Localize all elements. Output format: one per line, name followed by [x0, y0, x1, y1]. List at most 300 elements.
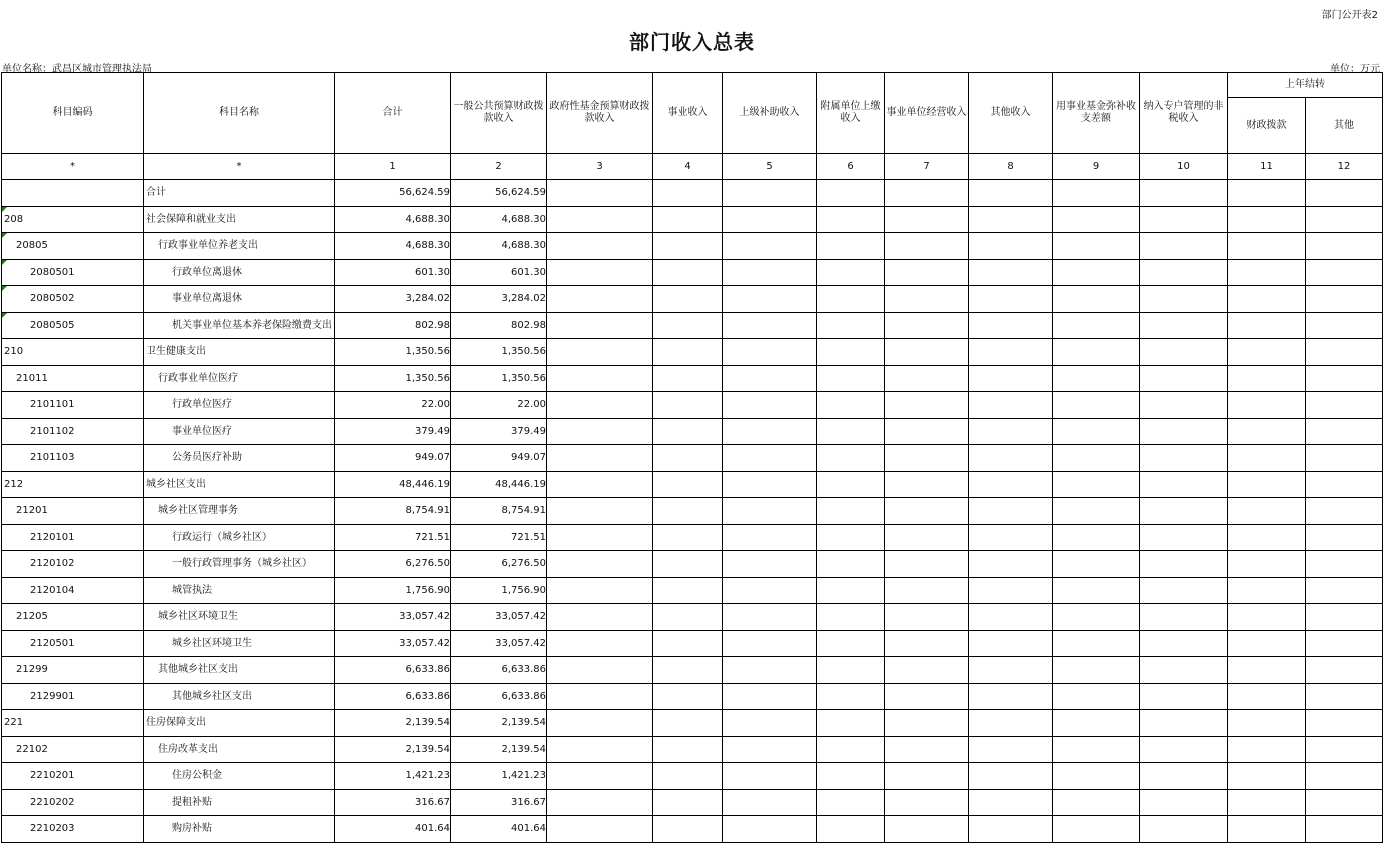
empty-amount-cell — [1053, 418, 1140, 445]
empty-amount-cell — [1140, 763, 1228, 790]
subject-name-text: 卫生健康支出 — [146, 346, 206, 358]
subject-name-cell — [144, 233, 335, 260]
empty-amount-cell — [547, 710, 653, 737]
table-row — [2, 365, 1383, 392]
empty-amount-cell — [653, 551, 723, 578]
empty-amount-cell — [653, 365, 723, 392]
header-code: 科目编码 — [2, 73, 144, 154]
table-row — [2, 418, 1383, 445]
cell-marker-icon — [2, 313, 7, 318]
empty-amount-cell — [1306, 259, 1383, 286]
subject-name-cell — [144, 365, 335, 392]
column-index-cell: * — [2, 154, 144, 180]
general-budget-amount-cell: 56,624.59 — [451, 180, 547, 207]
subject-code-text: 212 — [4, 478, 24, 490]
empty-amount-cell — [1140, 206, 1228, 233]
general-budget-amount-cell: 3,284.02 — [451, 286, 547, 313]
subject-name-text: 行政事业单位医疗 — [158, 372, 238, 384]
subject-code-cell — [2, 418, 144, 445]
empty-amount-cell — [653, 736, 723, 763]
subject-code-cell — [2, 524, 144, 551]
empty-amount-cell — [653, 471, 723, 498]
empty-amount-cell — [547, 312, 653, 339]
empty-amount-cell — [817, 312, 885, 339]
empty-amount-cell — [885, 630, 969, 657]
table-row — [2, 259, 1383, 286]
subject-code-text: 21205 — [16, 611, 48, 623]
column-index-cell: 9 — [1053, 154, 1140, 180]
total-amount-cell: 1,350.56 — [335, 339, 451, 366]
empty-amount-cell — [885, 710, 969, 737]
empty-amount-cell — [1140, 657, 1228, 684]
total-amount-cell: 2,139.54 — [335, 710, 451, 737]
empty-amount-cell — [1053, 498, 1140, 525]
empty-amount-cell — [547, 789, 653, 816]
empty-amount-cell — [547, 418, 653, 445]
table-row — [2, 657, 1383, 684]
empty-amount-cell — [969, 763, 1053, 790]
empty-amount-cell — [817, 710, 885, 737]
subject-name-text: 其他城乡社区支出 — [172, 690, 252, 702]
subject-code-cell — [2, 816, 144, 843]
empty-amount-cell — [969, 233, 1053, 260]
subject-name-text: 购房补贴 — [172, 823, 212, 835]
empty-amount-cell — [1228, 524, 1306, 551]
empty-amount-cell — [817, 683, 885, 710]
empty-amount-cell — [1228, 551, 1306, 578]
empty-amount-cell — [1140, 180, 1228, 207]
empty-amount-cell — [1306, 551, 1383, 578]
empty-amount-cell — [1228, 657, 1306, 684]
empty-amount-cell — [1140, 418, 1228, 445]
empty-amount-cell — [969, 471, 1053, 498]
subject-code-text: 2080501 — [30, 266, 75, 278]
empty-amount-cell — [969, 736, 1053, 763]
table-row — [2, 630, 1383, 657]
total-amount-cell: 949.07 — [335, 445, 451, 472]
empty-amount-cell — [1306, 392, 1383, 419]
table-row — [2, 286, 1383, 313]
table-row — [2, 471, 1383, 498]
empty-amount-cell — [547, 683, 653, 710]
empty-amount-cell — [1306, 445, 1383, 472]
empty-amount-cell — [1228, 736, 1306, 763]
empty-amount-cell — [1140, 339, 1228, 366]
empty-amount-cell — [969, 259, 1053, 286]
subject-code-text: 2101102 — [30, 425, 75, 437]
empty-amount-cell — [1228, 206, 1306, 233]
cell-marker-icon — [2, 260, 7, 265]
empty-amount-cell — [653, 577, 723, 604]
subject-name-cell — [144, 286, 335, 313]
subject-name-text: 行政事业单位养老支出 — [158, 240, 258, 252]
subject-code-cell — [2, 630, 144, 657]
empty-amount-cell — [1306, 524, 1383, 551]
subject-name-cell — [144, 789, 335, 816]
total-amount-cell: 379.49 — [335, 418, 451, 445]
empty-amount-cell — [1306, 471, 1383, 498]
general-budget-amount-cell: 48,446.19 — [451, 471, 547, 498]
subject-name-text: 公务员医疗补助 — [172, 452, 242, 464]
total-amount-cell: 721.51 — [335, 524, 451, 551]
column-index-cell: 12 — [1306, 154, 1383, 180]
currency-unit-label: 单位：万元 — [1330, 64, 1380, 75]
empty-amount-cell — [885, 339, 969, 366]
empty-amount-cell — [1228, 339, 1306, 366]
subject-name-cell — [144, 180, 335, 207]
empty-amount-cell — [885, 816, 969, 843]
header-name: 科目名称 — [144, 73, 335, 154]
empty-amount-cell — [1306, 286, 1383, 313]
empty-amount-cell — [885, 312, 969, 339]
empty-amount-cell — [1053, 445, 1140, 472]
empty-amount-cell — [723, 259, 817, 286]
general-budget-amount-cell: 22.00 — [451, 392, 547, 419]
empty-amount-cell — [1140, 789, 1228, 816]
subject-code-text: 208 — [4, 213, 24, 225]
empty-amount-cell — [1140, 498, 1228, 525]
subject-code-text: 21201 — [16, 505, 48, 517]
subject-code-text: 2120101 — [30, 531, 75, 543]
subject-name-text: 城乡社区支出 — [146, 478, 206, 490]
column-index-cell: 10 — [1140, 154, 1228, 180]
header-total: 合计 — [335, 73, 451, 154]
empty-amount-cell — [1053, 630, 1140, 657]
general-budget-amount-cell: 401.64 — [451, 816, 547, 843]
empty-amount-cell — [1053, 524, 1140, 551]
empty-amount-cell — [1140, 604, 1228, 631]
table-row — [2, 339, 1383, 366]
general-budget-amount-cell: 601.30 — [451, 259, 547, 286]
subject-name-cell — [144, 259, 335, 286]
empty-amount-cell — [885, 498, 969, 525]
empty-amount-cell — [1140, 816, 1228, 843]
empty-amount-cell — [723, 524, 817, 551]
subject-name-cell — [144, 551, 335, 578]
empty-amount-cell — [1228, 418, 1306, 445]
column-index-cell: * — [144, 154, 335, 180]
subject-code-text: 210 — [4, 346, 24, 358]
subject-name-cell — [144, 471, 335, 498]
subject-name-text: 城管执法 — [172, 584, 212, 596]
header-affiliated-income: 附属单位上缴收入 — [817, 73, 885, 154]
empty-amount-cell — [817, 339, 885, 366]
empty-amount-cell — [1140, 630, 1228, 657]
empty-amount-cell — [885, 233, 969, 260]
empty-amount-cell — [969, 206, 1053, 233]
empty-amount-cell — [653, 259, 723, 286]
empty-amount-cell — [653, 789, 723, 816]
header-carryover-group: 上年结转 — [1228, 73, 1383, 98]
general-budget-amount-cell: 33,057.42 — [451, 630, 547, 657]
header-nontax-income: 纳入专户管理的非税收入 — [1140, 73, 1228, 154]
subject-code-cell — [2, 789, 144, 816]
empty-amount-cell — [885, 471, 969, 498]
empty-amount-cell — [1228, 259, 1306, 286]
empty-amount-cell — [1053, 233, 1140, 260]
empty-amount-cell — [1306, 233, 1383, 260]
subject-name-cell — [144, 816, 335, 843]
table-row — [2, 392, 1383, 419]
empty-amount-cell — [547, 365, 653, 392]
page-title: 部门收入总表 — [629, 30, 755, 54]
empty-amount-cell — [969, 365, 1053, 392]
subject-code-text: 2101101 — [30, 399, 75, 411]
empty-amount-cell — [1228, 445, 1306, 472]
subject-name-text: 住房公积金 — [172, 770, 222, 782]
empty-amount-cell — [817, 418, 885, 445]
empty-amount-cell — [723, 339, 817, 366]
empty-amount-cell — [969, 445, 1053, 472]
empty-amount-cell — [969, 683, 1053, 710]
table-row — [2, 604, 1383, 631]
empty-amount-cell — [653, 498, 723, 525]
empty-amount-cell — [1053, 471, 1140, 498]
empty-amount-cell — [547, 551, 653, 578]
empty-amount-cell — [1053, 339, 1140, 366]
empty-amount-cell — [1053, 206, 1140, 233]
empty-amount-cell — [723, 551, 817, 578]
empty-amount-cell — [1140, 286, 1228, 313]
empty-amount-cell — [885, 418, 969, 445]
general-budget-amount-cell: 4,688.30 — [451, 233, 547, 260]
total-amount-cell: 401.64 — [335, 816, 451, 843]
subject-code-text: 22102 — [16, 743, 48, 755]
empty-amount-cell — [1053, 683, 1140, 710]
empty-amount-cell — [1053, 392, 1140, 419]
subject-code-cell — [2, 233, 144, 260]
empty-amount-cell — [653, 763, 723, 790]
empty-amount-cell — [817, 577, 885, 604]
empty-amount-cell — [1306, 630, 1383, 657]
empty-amount-cell — [1228, 392, 1306, 419]
empty-amount-cell — [885, 180, 969, 207]
empty-amount-cell — [547, 524, 653, 551]
empty-amount-cell — [885, 577, 969, 604]
empty-amount-cell — [969, 604, 1053, 631]
empty-amount-cell — [1306, 206, 1383, 233]
subject-code-cell — [2, 736, 144, 763]
total-amount-cell: 6,276.50 — [335, 551, 451, 578]
empty-amount-cell — [969, 180, 1053, 207]
empty-amount-cell — [1053, 365, 1140, 392]
subject-code-text: 2210203 — [30, 823, 75, 835]
empty-amount-cell — [653, 392, 723, 419]
empty-amount-cell — [653, 418, 723, 445]
general-budget-amount-cell: 33,057.42 — [451, 604, 547, 631]
empty-amount-cell — [547, 286, 653, 313]
subject-code-text: 2080505 — [30, 319, 75, 331]
total-amount-cell: 802.98 — [335, 312, 451, 339]
empty-amount-cell — [653, 657, 723, 684]
empty-amount-cell — [1140, 471, 1228, 498]
subject-code-cell — [2, 710, 144, 737]
subject-name-text: 行政单位医疗 — [172, 399, 232, 411]
empty-amount-cell — [1306, 365, 1383, 392]
empty-amount-cell — [1306, 577, 1383, 604]
empty-amount-cell — [817, 180, 885, 207]
empty-amount-cell — [1228, 365, 1306, 392]
subject-code-text: 2120501 — [30, 637, 75, 649]
column-index-cell: 8 — [969, 154, 1053, 180]
subject-name-cell — [144, 630, 335, 657]
empty-amount-cell — [653, 286, 723, 313]
cell-marker-icon — [2, 286, 7, 291]
empty-amount-cell — [1306, 816, 1383, 843]
empty-amount-cell — [885, 657, 969, 684]
empty-amount-cell — [817, 604, 885, 631]
header-business-income: 事业收入 — [653, 73, 723, 154]
empty-amount-cell — [885, 604, 969, 631]
header-carryover-other: 其他 — [1306, 98, 1383, 154]
header-fiscal-allocation: 财政拨款 — [1228, 98, 1306, 154]
empty-amount-cell — [1306, 763, 1383, 790]
empty-amount-cell — [653, 339, 723, 366]
empty-amount-cell — [1306, 789, 1383, 816]
table-row — [2, 763, 1383, 790]
subject-name-cell — [144, 339, 335, 366]
empty-amount-cell — [1228, 577, 1306, 604]
empty-amount-cell — [1140, 312, 1228, 339]
empty-amount-cell — [1140, 392, 1228, 419]
empty-amount-cell — [817, 286, 885, 313]
empty-amount-cell — [817, 816, 885, 843]
empty-amount-cell — [817, 471, 885, 498]
empty-amount-cell — [817, 524, 885, 551]
subject-name-text: 事业单位医疗 — [172, 425, 232, 437]
empty-amount-cell — [1053, 551, 1140, 578]
empty-amount-cell — [1053, 816, 1140, 843]
empty-amount-cell — [969, 392, 1053, 419]
empty-amount-cell — [653, 630, 723, 657]
empty-amount-cell — [1053, 763, 1140, 790]
subject-code-cell — [2, 286, 144, 313]
empty-amount-cell — [723, 365, 817, 392]
empty-amount-cell — [1228, 630, 1306, 657]
empty-amount-cell — [723, 736, 817, 763]
total-amount-cell: 22.00 — [335, 392, 451, 419]
subject-code-cell — [2, 339, 144, 366]
column-index-cell: 2 — [451, 154, 547, 180]
empty-amount-cell — [547, 392, 653, 419]
empty-amount-cell — [969, 286, 1053, 313]
table-row — [2, 498, 1383, 525]
general-budget-amount-cell: 721.51 — [451, 524, 547, 551]
empty-amount-cell — [1306, 312, 1383, 339]
total-amount-cell: 4,688.30 — [335, 233, 451, 260]
empty-amount-cell — [1228, 683, 1306, 710]
empty-amount-cell — [817, 657, 885, 684]
empty-amount-cell — [1306, 418, 1383, 445]
empty-amount-cell — [723, 577, 817, 604]
empty-amount-cell — [969, 418, 1053, 445]
subject-name-cell — [144, 392, 335, 419]
general-budget-amount-cell: 6,633.86 — [451, 657, 547, 684]
empty-amount-cell — [653, 233, 723, 260]
table-number-label: 部门公开表2 — [1321, 10, 1378, 21]
empty-amount-cell — [1053, 577, 1140, 604]
table-row — [2, 736, 1383, 763]
table-row — [2, 312, 1383, 339]
subject-name-text: 住房保障支出 — [146, 717, 206, 729]
subject-code-text: 2210202 — [30, 796, 75, 808]
header-other-income: 其他收入 — [969, 73, 1053, 154]
empty-amount-cell — [1228, 789, 1306, 816]
empty-amount-cell — [1306, 657, 1383, 684]
subject-code-text: 2210201 — [30, 770, 75, 782]
empty-amount-cell — [969, 710, 1053, 737]
empty-amount-cell — [969, 816, 1053, 843]
subject-name-cell — [144, 577, 335, 604]
empty-amount-cell — [817, 630, 885, 657]
subject-name-cell — [144, 498, 335, 525]
empty-amount-cell — [1140, 683, 1228, 710]
table-row — [2, 445, 1383, 472]
empty-amount-cell — [547, 339, 653, 366]
empty-amount-cell — [723, 710, 817, 737]
total-amount-cell: 8,754.91 — [335, 498, 451, 525]
empty-amount-cell — [1140, 259, 1228, 286]
subject-code-cell — [2, 445, 144, 472]
total-amount-cell: 33,057.42 — [335, 604, 451, 631]
empty-amount-cell — [969, 524, 1053, 551]
general-budget-amount-cell: 1,350.56 — [451, 339, 547, 366]
empty-amount-cell — [547, 180, 653, 207]
subject-name-text: 社会保障和就业支出 — [146, 213, 236, 225]
empty-amount-cell — [885, 683, 969, 710]
empty-amount-cell — [547, 816, 653, 843]
total-amount-cell: 316.67 — [335, 789, 451, 816]
empty-amount-cell — [547, 630, 653, 657]
column-index-cell: 1 — [335, 154, 451, 180]
subject-name-text: 行政单位离退休 — [172, 266, 242, 278]
empty-amount-cell — [723, 816, 817, 843]
subject-code-cell — [2, 551, 144, 578]
empty-amount-cell — [885, 286, 969, 313]
empty-amount-cell — [1140, 524, 1228, 551]
subject-name-cell — [144, 736, 335, 763]
total-amount-cell: 1,421.23 — [335, 763, 451, 790]
empty-amount-cell — [1228, 312, 1306, 339]
subject-code-cell — [2, 604, 144, 631]
empty-amount-cell — [723, 789, 817, 816]
total-amount-cell: 3,284.02 — [335, 286, 451, 313]
empty-amount-cell — [653, 604, 723, 631]
general-budget-amount-cell: 6,276.50 — [451, 551, 547, 578]
empty-amount-cell — [1228, 471, 1306, 498]
empty-amount-cell — [723, 604, 817, 631]
empty-amount-cell — [885, 551, 969, 578]
table-row — [2, 551, 1383, 578]
empty-amount-cell — [1053, 286, 1140, 313]
empty-amount-cell — [723, 630, 817, 657]
subject-code-cell — [2, 763, 144, 790]
subject-code-text: 2080502 — [30, 293, 75, 305]
empty-amount-cell — [723, 312, 817, 339]
subject-code-cell — [2, 206, 144, 233]
empty-amount-cell — [1228, 710, 1306, 737]
empty-amount-cell — [653, 180, 723, 207]
subject-name-text: 机关事业单位基本养老保险缴费支出 — [172, 319, 332, 331]
empty-amount-cell — [547, 736, 653, 763]
table-row — [2, 233, 1383, 260]
cell-marker-icon — [2, 207, 7, 212]
empty-amount-cell — [1228, 604, 1306, 631]
subject-name-cell — [144, 418, 335, 445]
empty-amount-cell — [653, 206, 723, 233]
column-index-cell: 4 — [653, 154, 723, 180]
table-row — [2, 683, 1383, 710]
